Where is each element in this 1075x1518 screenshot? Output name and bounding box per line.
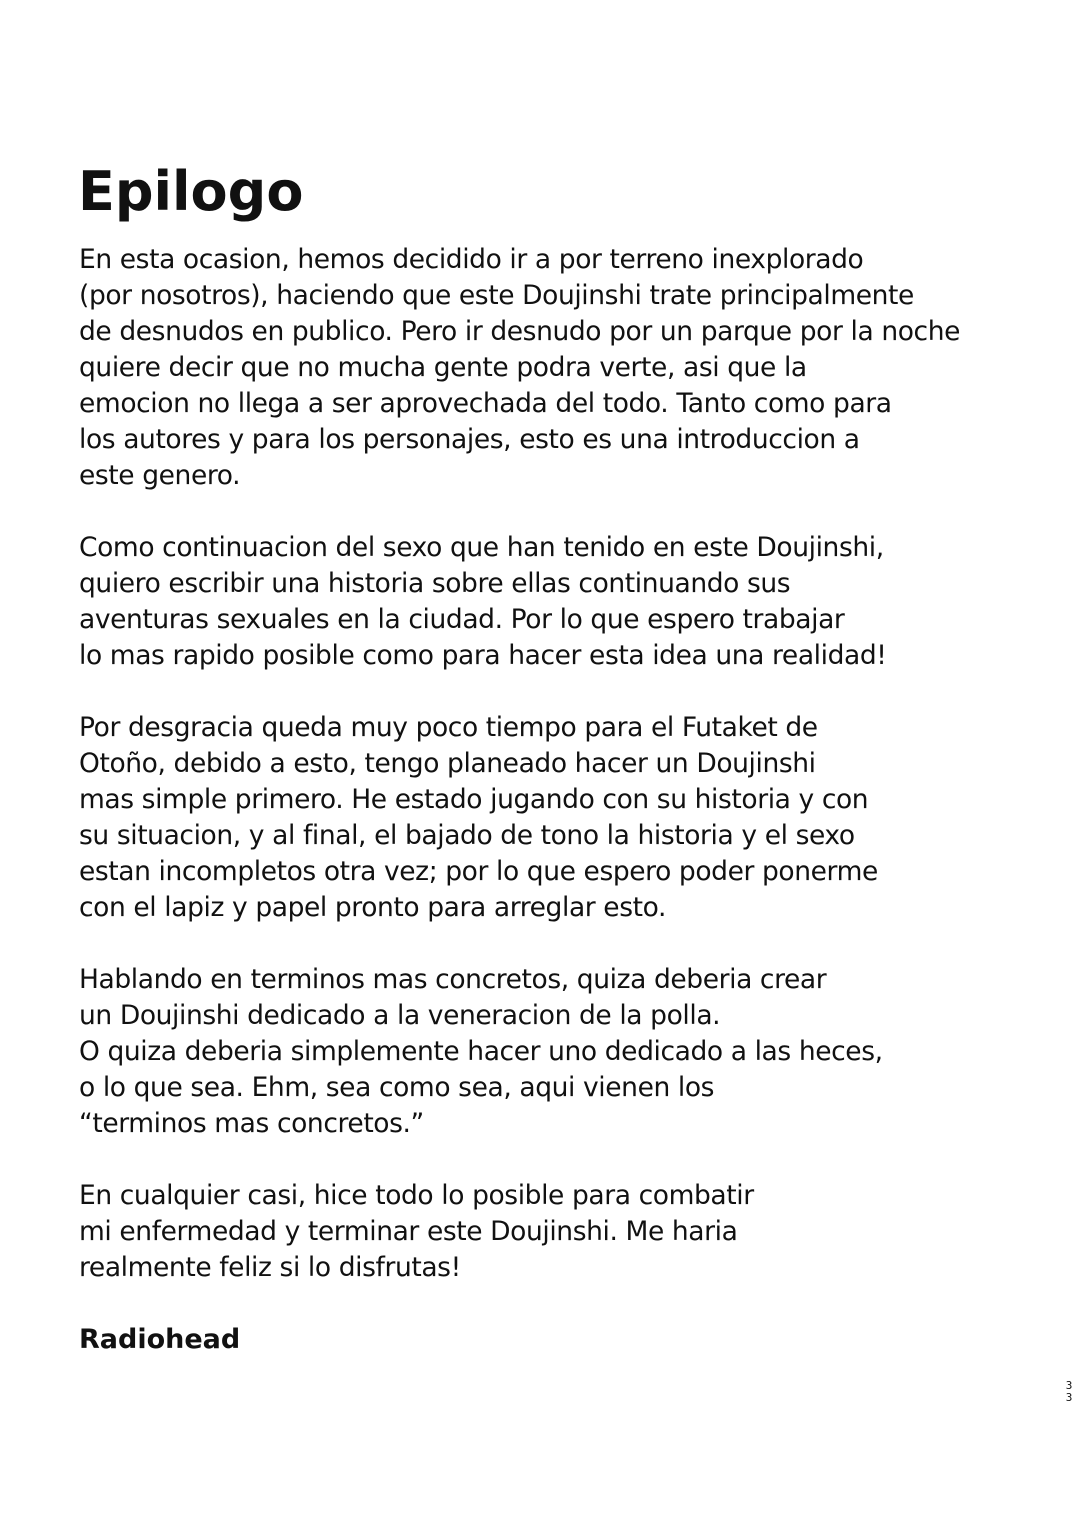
- text-line: este genero.: [79, 460, 241, 491]
- paragraph-5: [79, 1178, 1069, 1286]
- author-signature: Radiohead: [79, 1324, 241, 1355]
- text-line: mi enfermedad y terminar este Doujinshi. Me haria: [79, 1216, 738, 1247]
- text-line: emocion no llega a ser aprovechada del todo. Tanto como para: [79, 388, 892, 419]
- page-title: Epilogo: [78, 160, 304, 223]
- text-line: con el lapiz y papel pronto para arreglar esto.: [79, 892, 666, 923]
- text-line: Como continuacion del sexo que han tenido en este Doujinshi,: [79, 532, 884, 563]
- text-line: los autores y para los personajes, esto es una introduccion a: [79, 424, 860, 455]
- text-line: de desnudos en publico. Pero ir desnudo por un parque por la noche: [79, 316, 960, 347]
- text-line: Por desgracia queda muy poco tiempo para el Futaket de: [79, 712, 818, 743]
- paragraph-3: [79, 710, 1069, 926]
- text-line: o lo que sea. Ehm, sea como sea, aqui vienen los: [79, 1072, 715, 1103]
- text-line: En esta ocasion, hemos decidido ir a por terreno inexplorado: [79, 244, 864, 275]
- page-number: 33: [1065, 1379, 1073, 1404]
- text-line: (por nosotros), haciendo que este Doujinshi trate principalmente: [79, 280, 914, 311]
- text-line: quiero escribir una historia sobre ellas continuando sus: [79, 568, 791, 599]
- paragraph-1: [79, 242, 1069, 494]
- text-line: En cualquier casi, hice todo lo posible para combatir: [79, 1180, 754, 1211]
- text-line: aventuras sexuales en la ciudad. Por lo que espero trabajar: [79, 604, 845, 635]
- text-line: estan incompletos otra vez; por lo que espero poder ponerme: [79, 856, 878, 887]
- text-line: realmente feliz si lo disfrutas!: [79, 1252, 461, 1283]
- text-line: lo mas rapido posible como para hacer esta idea una realidad!: [79, 640, 887, 671]
- text-line: quiere decir que no mucha gente podra verte, asi que la: [79, 352, 807, 383]
- text-line: Hablando en terminos mas concretos, quiza deberia crear: [79, 964, 827, 995]
- text-line: un Doujinshi dedicado a la veneracion de la polla.: [79, 1000, 721, 1031]
- paragraph-2: [79, 530, 1069, 674]
- epilogue-body: [79, 242, 1069, 1322]
- text-line: mas simple primero. He estado jugando con su historia y con: [79, 784, 869, 815]
- text-line: su situacion, y al final, el bajado de tono la historia y el sexo: [79, 820, 855, 851]
- text-line: O quiza deberia simplemente hacer uno dedicado a las heces,: [79, 1036, 883, 1067]
- text-line: “terminos mas concretos.”: [79, 1108, 424, 1139]
- paragraph-4: [79, 962, 1069, 1142]
- text-line: Otoño, debido a esto, tengo planeado hacer un Doujinshi: [79, 748, 816, 779]
